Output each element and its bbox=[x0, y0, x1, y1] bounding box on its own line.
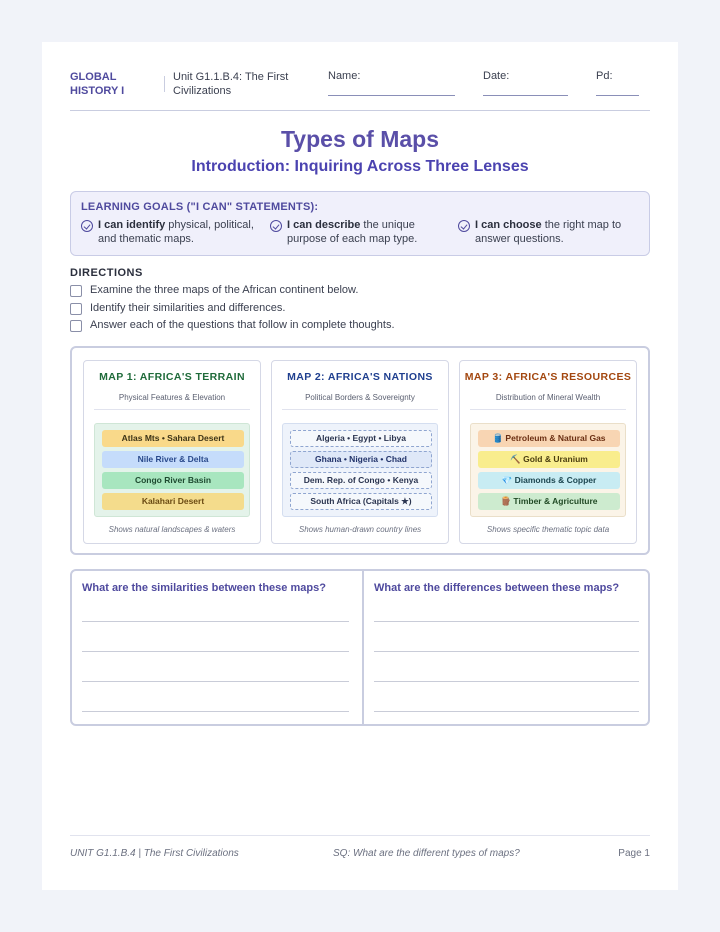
learning-goals-panel bbox=[70, 191, 650, 256]
goal-verb: I can describe bbox=[287, 219, 361, 231]
map-legend-box bbox=[94, 423, 250, 517]
writing-line[interactable] bbox=[82, 711, 349, 712]
page-number: Page 1 bbox=[618, 848, 650, 859]
worksheet-header bbox=[70, 70, 650, 110]
check-circle-icon bbox=[458, 220, 470, 232]
map-feature: Congo River Basin bbox=[102, 472, 244, 489]
similarities-column bbox=[72, 571, 362, 724]
similarities-question: What are the similarities between these maps? bbox=[82, 582, 326, 594]
check-circle-icon bbox=[81, 220, 93, 232]
goal-text: the right map to answer questions. bbox=[475, 219, 622, 245]
writing-line[interactable] bbox=[82, 621, 349, 622]
period-label: Pd: bbox=[596, 70, 613, 82]
card-divider bbox=[282, 409, 438, 410]
map-feature: Nile River & Delta bbox=[102, 451, 244, 468]
writing-line[interactable] bbox=[374, 621, 639, 622]
map-title: MAP 2: AFRICA'S NATIONS bbox=[287, 371, 433, 383]
header-rule bbox=[70, 110, 650, 111]
writing-line[interactable] bbox=[374, 651, 639, 652]
map-card-resources bbox=[459, 360, 637, 544]
direction-text: Answer each of the questions that follow in complete thoughts. bbox=[90, 319, 395, 331]
course-name: GLOBAL HISTORY I bbox=[70, 71, 125, 97]
writing-line[interactable] bbox=[82, 681, 349, 682]
map-caption: Shows specific thematic topic data bbox=[486, 525, 610, 534]
map-legend-box bbox=[282, 423, 438, 517]
period-field[interactable] bbox=[596, 70, 639, 96]
header-divider bbox=[164, 76, 165, 92]
worksheet-page bbox=[42, 42, 678, 890]
date-field[interactable] bbox=[483, 70, 568, 96]
checkbox[interactable] bbox=[70, 303, 82, 315]
page-title: Types of Maps bbox=[280, 126, 440, 152]
page-subtitle: Introduction: Inquiring Across Three Lenses bbox=[191, 158, 529, 175]
card-divider bbox=[94, 409, 250, 410]
goal-verb: I can choose bbox=[475, 219, 542, 231]
writing-line[interactable] bbox=[374, 711, 639, 712]
map-feature: ⛏️ Gold & Uranium bbox=[478, 451, 620, 468]
map-caption: Shows human-drawn country lines bbox=[298, 525, 422, 534]
map-feature: Dem. Rep. of Congo • Kenya bbox=[290, 472, 432, 489]
goal-text: physical, political, and thematic maps. bbox=[98, 219, 254, 245]
map-feature: Algeria • Egypt • Libya bbox=[290, 430, 432, 447]
map-feature: Atlas Mts • Sahara Desert bbox=[102, 430, 244, 447]
map-card-nations bbox=[271, 360, 449, 544]
date-label: Date: bbox=[483, 70, 510, 82]
checkbox[interactable] bbox=[70, 285, 82, 297]
footer-unit: UNIT G1.1.B.4 | The First Civilizations bbox=[70, 848, 239, 859]
checkbox[interactable] bbox=[70, 320, 82, 332]
card-divider bbox=[470, 409, 626, 410]
map-title: MAP 3: AFRICA'S RESOURCES bbox=[464, 371, 632, 383]
directions-heading: DIRECTIONS bbox=[70, 267, 143, 279]
differences-column bbox=[362, 571, 650, 724]
map-legend-box bbox=[470, 423, 626, 517]
map-feature: 🛢️ Petroleum & Natural Gas bbox=[478, 430, 620, 447]
map-subtitle: Political Borders & Sovereignty bbox=[305, 393, 415, 402]
map-feature: 💎 Diamonds & Copper bbox=[478, 472, 620, 489]
map-title: MAP 1: AFRICA'S TERRAIN bbox=[99, 371, 245, 383]
map-subtitle: Distribution of Mineral Wealth bbox=[495, 393, 601, 402]
questions-panel bbox=[70, 569, 650, 726]
differences-question: What are the differences between these maps? bbox=[374, 582, 620, 594]
map-card-terrain bbox=[83, 360, 261, 544]
writing-line[interactable] bbox=[374, 681, 639, 682]
map-feature: 🪵 Timber & Agriculture bbox=[478, 493, 620, 510]
goal-verb: I can identify bbox=[98, 219, 166, 231]
check-circle-icon bbox=[270, 220, 282, 232]
direction-text: Identify their similarities and differences. bbox=[90, 302, 286, 314]
writing-line[interactable] bbox=[82, 651, 349, 652]
footer-question: SQ: What are the different types of maps? bbox=[333, 848, 520, 859]
footer-rule bbox=[70, 835, 650, 836]
name-field[interactable] bbox=[328, 70, 455, 96]
learning-goals-heading: LEARNING GOALS ("I CAN" STATEMENTS): bbox=[81, 201, 319, 213]
map-caption: Shows natural landscapes & waters bbox=[108, 525, 236, 534]
map-subtitle: Physical Features & Elevation bbox=[118, 393, 226, 402]
map-feature: South Africa (Capitals ★) bbox=[290, 493, 432, 510]
unit-title: Unit G1.1.B.4: The First Civilizations bbox=[173, 71, 289, 97]
maps-panel bbox=[70, 346, 650, 555]
name-label: Name: bbox=[328, 70, 361, 82]
map-feature: Kalahari Desert bbox=[102, 493, 244, 510]
direction-text: Examine the three maps of the African continent below. bbox=[90, 284, 359, 296]
map-feature: Ghana • Nigeria • Chad bbox=[290, 451, 432, 468]
goal-text: the unique purpose of each map type. bbox=[287, 219, 418, 245]
